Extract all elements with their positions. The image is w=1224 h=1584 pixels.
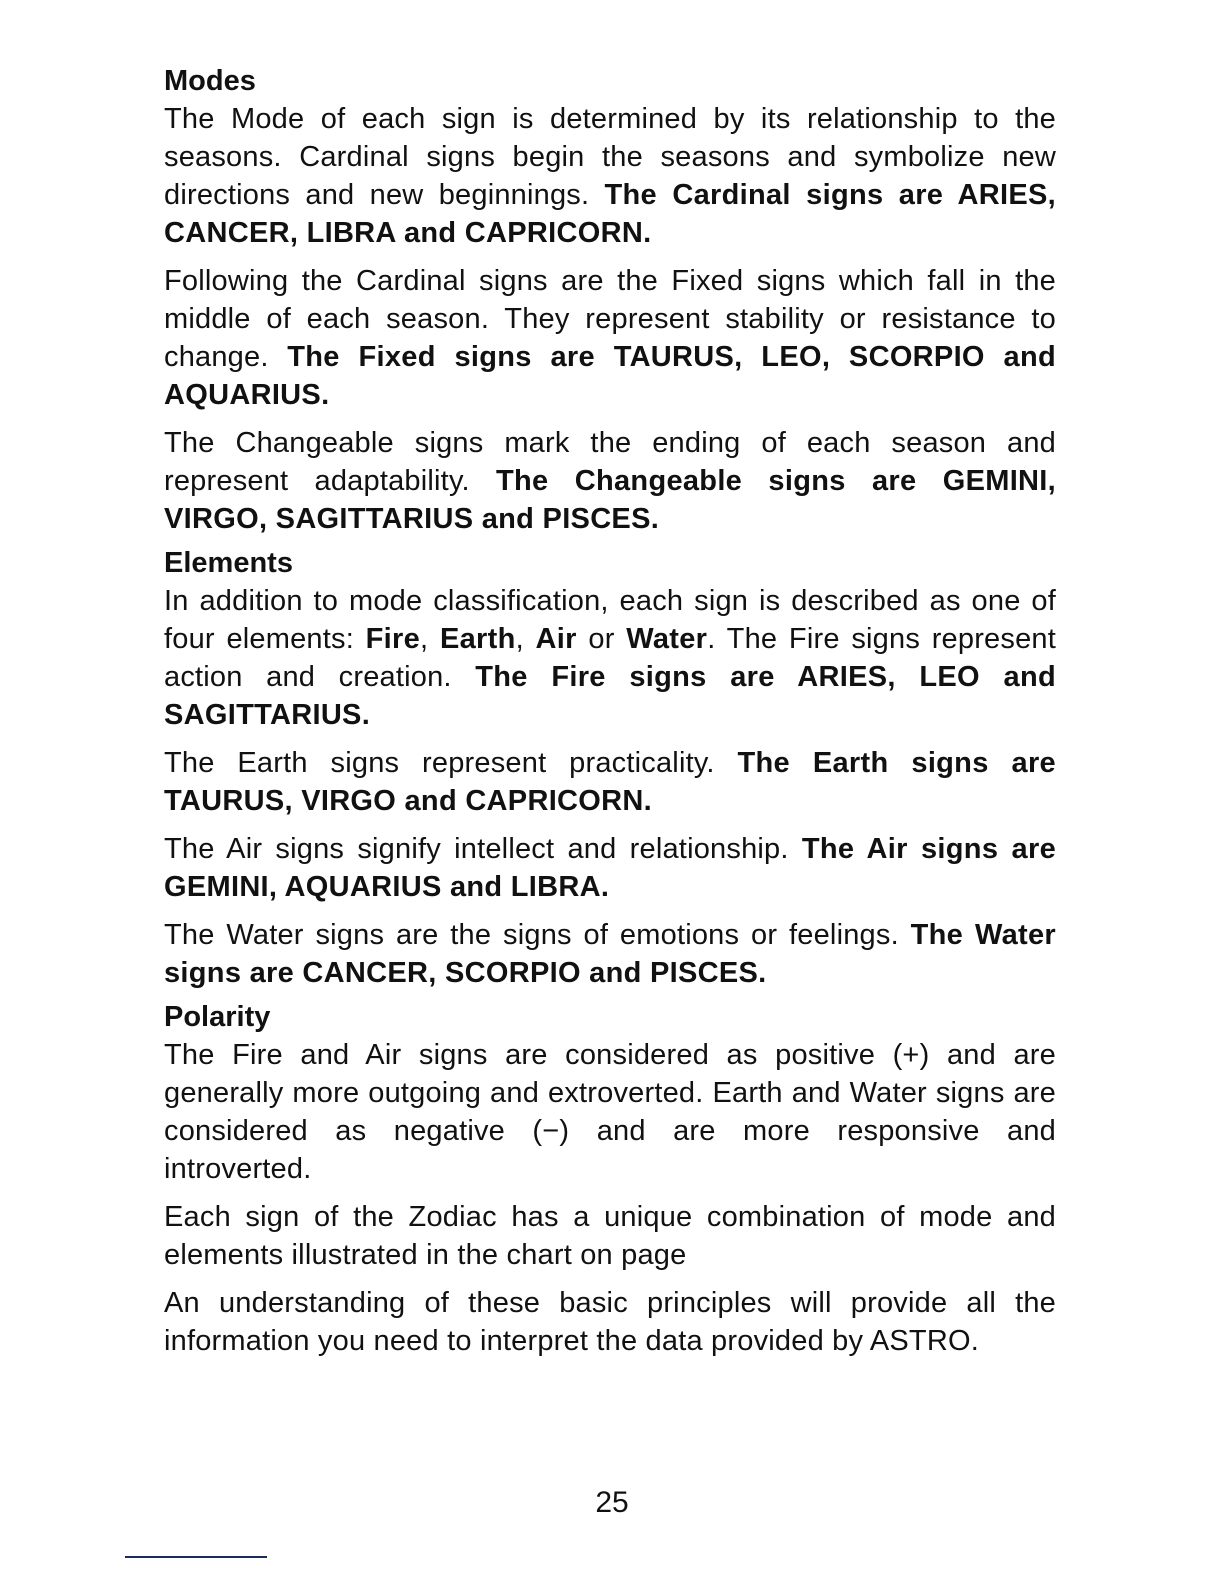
- paragraph-earth-bold: The Earth signs are TAURUS, VIRGO and CAPRICORN.: [164, 747, 1056, 817]
- paragraph-polarity: The Fire and Air signs are considered as positive (+) and are generally more outgoing and extroverted. Earth and Water signs are considered as negative (−) and are more responsive and introverted.: [164, 1039, 1056, 1185]
- paragraph-earth: [164, 744, 1056, 820]
- paragraph-earth-text: The Earth signs represent practicality.: [164, 747, 738, 779]
- paragraph-water-text: The Water signs are the signs of emotions or feelings.: [164, 919, 911, 951]
- paragraph-fixed: [164, 262, 1056, 414]
- element-water: Water: [626, 623, 708, 655]
- paragraph-cardinal-text: The Mode of each sign is determined by its relationship to the seasons. Cardinal signs begin the seasons and symbolize new directions and new beginnings.: [164, 103, 1056, 211]
- paragraph-zodiac-chart: Each sign of the Zodiac has a unique combination of mode and elements illustrated in the chart on page: [164, 1201, 1056, 1271]
- element-air: Air: [535, 623, 577, 655]
- paragraph-fire-text-a: In addition to mode classification, each sign is described as one of four elements:: [164, 585, 1056, 655]
- paragraph-water-bold: The Water signs are CANCER, SCORPIO and PISCES.: [164, 919, 1057, 989]
- paragraph-fire-bold: The Fire signs are ARIES, LEO and SAGITTARIUS.: [164, 661, 1056, 731]
- paragraph-fixed-bold: The Fixed signs are TAURUS, LEO, SCORPIO and AQUARIUS.: [164, 341, 1056, 411]
- paragraph-air-text: The Air signs signify intellect and relationship.: [164, 833, 802, 865]
- paragraph-cardinal: [164, 100, 1056, 252]
- element-sep-1: ,: [420, 623, 440, 655]
- paragraph-changeable: [164, 424, 1056, 538]
- element-earth: Earth: [439, 623, 516, 655]
- paragraph-understanding: An understanding of these basic principles will provide all the information you need to interpret the data provided by ASTRO.: [164, 1287, 1056, 1357]
- element-or: or: [576, 623, 627, 655]
- footer-rule: [125, 1556, 267, 1558]
- page-content: [164, 62, 1056, 1370]
- heading-modes: Modes: [164, 65, 256, 97]
- heading-polarity: Polarity: [164, 1001, 271, 1033]
- paragraph-cardinal-bold: The Cardinal signs are ARIES, CANCER, LIBRA and CAPRICORN.: [164, 179, 1056, 249]
- paragraph-changeable-bold: The Changeable signs are GEMINI, VIRGO, SAGITTARIUS and PISCES.: [164, 465, 1057, 535]
- paragraph-fixed-text: Following the Cardinal signs are the Fixed signs which fall in the middle of each season. They represent stability or resistance to change.: [164, 265, 1056, 373]
- paragraph-air-bold: The Air signs are GEMINI, AQUARIUS and LIBRA.: [164, 833, 1056, 903]
- element-fire: Fire: [365, 623, 421, 655]
- page-number: 25: [595, 1486, 629, 1519]
- paragraph-fire: [164, 582, 1056, 734]
- paragraph-changeable-text: The Changeable signs mark the ending of each season and represent adaptability.: [164, 427, 1056, 497]
- paragraph-fire-text-b: . The Fire signs represent action and creation.: [164, 623, 1057, 693]
- heading-elements: Elements: [164, 547, 293, 579]
- paragraph-water: [164, 916, 1056, 992]
- paragraph-air: [164, 830, 1056, 906]
- element-sep-2: ,: [515, 623, 536, 655]
